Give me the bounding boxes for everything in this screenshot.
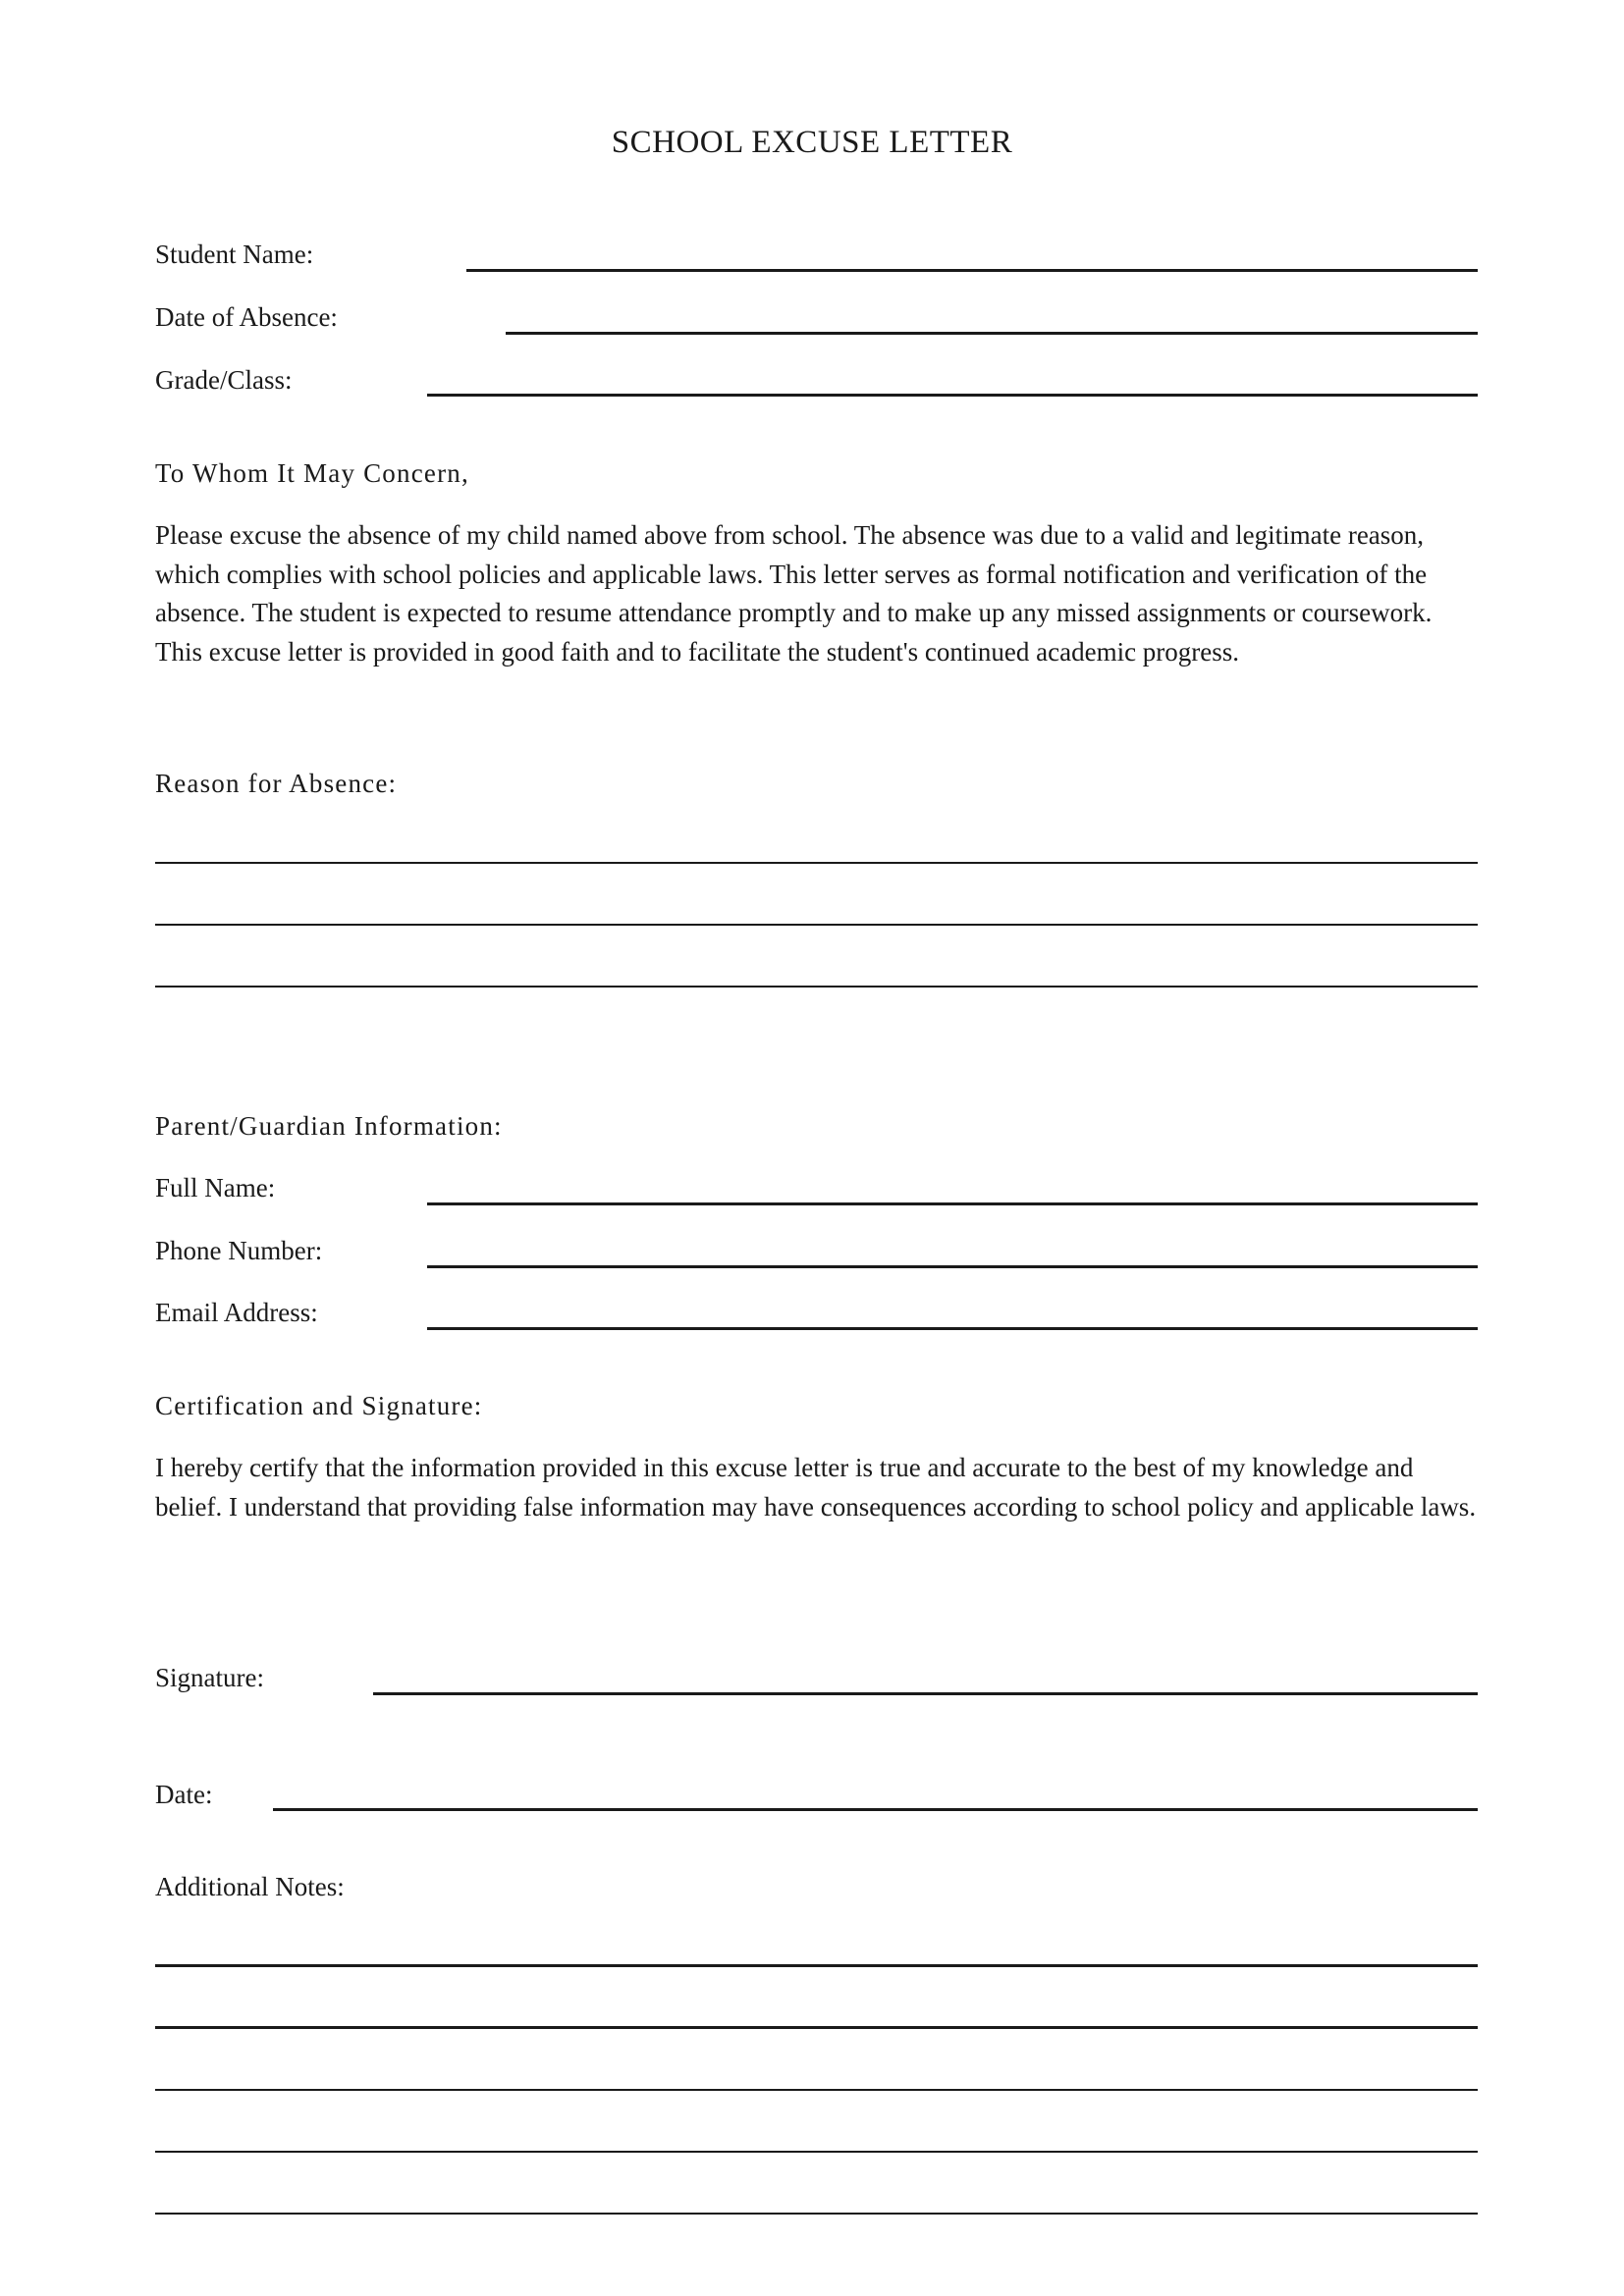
additional-notes-heading: Additional Notes: (155, 1872, 345, 1901)
student-name-field[interactable] (466, 269, 1478, 272)
reason-heading: Reason for Absence: (155, 769, 398, 798)
grade-class-label: Grade/Class: (155, 365, 293, 395)
email-address-field[interactable] (427, 1327, 1478, 1330)
guardian-heading: Parent/Guardian Information: (155, 1111, 503, 1141)
date-of-absence-label: Date of Absence: (155, 302, 338, 332)
date-field[interactable] (273, 1808, 1478, 1811)
reason-line[interactable] (155, 862, 1478, 864)
notes-line[interactable] (155, 2213, 1478, 2215)
certification-heading: Certification and Signature: (155, 1391, 483, 1420)
phone-number-field[interactable] (427, 1265, 1478, 1268)
notes-line[interactable] (155, 1964, 1478, 1967)
full-name-label: Full Name: (155, 1173, 276, 1202)
page-title: SCHOOL EXCUSE LETTER (611, 125, 1013, 160)
reason-line[interactable] (155, 986, 1478, 988)
email-address-label: Email Address: (155, 1298, 318, 1327)
notes-line[interactable] (155, 2026, 1478, 2029)
salutation: To Whom It May Concern, (155, 458, 469, 488)
notes-line[interactable] (155, 2151, 1478, 2153)
certification-body: I hereby certify that the information provided in this excuse letter is true and accurate to the best of my knowledge and belief. I understand that providing false information may have consequences according to school policy and applicable laws. (155, 1453, 1477, 1522)
notes-line[interactable] (155, 2089, 1478, 2091)
signature-label: Signature: (155, 1663, 264, 1692)
reason-line[interactable] (155, 924, 1478, 926)
full-name-field[interactable] (427, 1202, 1478, 1205)
letter-body: Please excuse the absence of my child named above from school. The absence was due to a valid and legitimate reason, which complies with school policies and applicable laws. This letter serves as formal notification and verification of the absence. The student is expected to resume attendance promptly and to make up any missed assignments or coursework. This excuse letter is provided in good faith and to facilitate the student's continued academic progress. (155, 520, 1433, 667)
date-label: Date: (155, 1780, 213, 1809)
signature-field[interactable] (373, 1692, 1478, 1695)
date-of-absence-field[interactable] (506, 332, 1478, 335)
phone-number-label: Phone Number: (155, 1236, 323, 1265)
grade-class-field[interactable] (427, 394, 1478, 397)
student-name-label: Student Name: (155, 240, 314, 269)
